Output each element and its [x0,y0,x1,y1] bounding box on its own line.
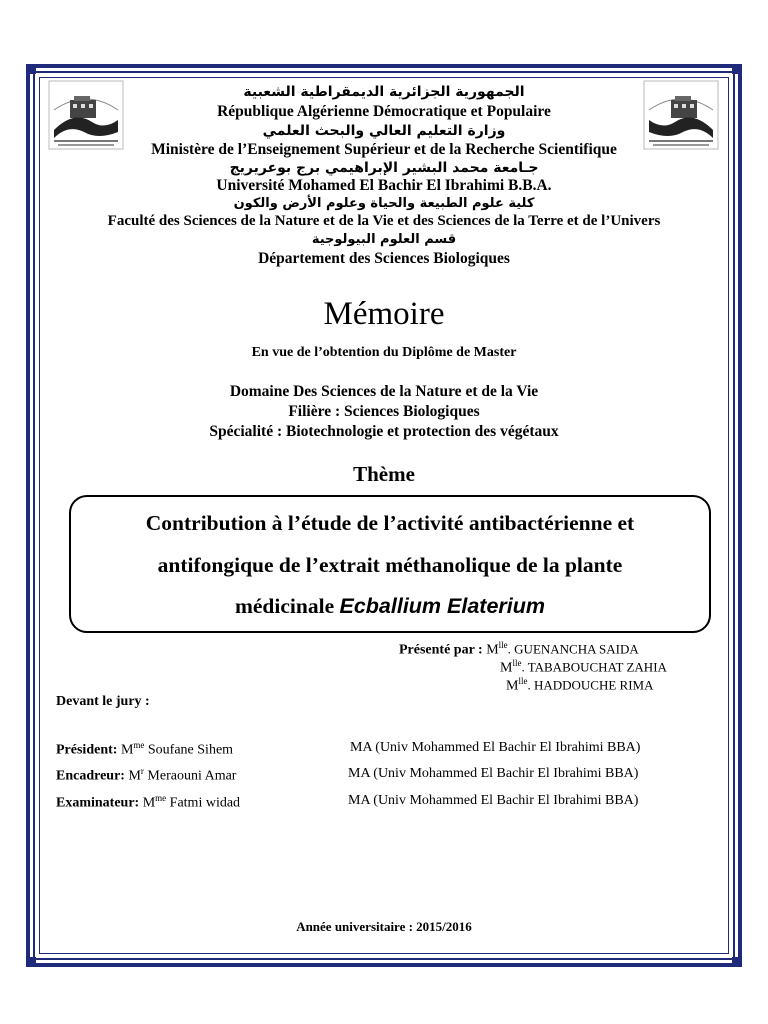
presenter-name: . TABABOUCHAT ZAHIA [521,659,667,675]
faculty-name-arabic: كلية علوم الطبيعة والحياة وعلوم الأرض والكون [233,196,535,211]
ministry-name-french: Ministère de l’Enseignement Supérieur et de la Recherche Scientifique [151,141,617,158]
jury-member-examinateur [56,793,240,812]
study-domain: Domaine Des Sciences de la Nature et de la Vie [229,383,539,400]
theme-line-2: antifongique de l’extrait méthanolique de la plante [157,553,623,577]
jury-affiliation: MA (Univ Mohammed El Bachir El Ibrahimi BBA) [348,766,639,781]
presenter-title-sup: lle [498,640,508,650]
jury-title-sup: r [140,766,144,776]
document-title: Mémoire [323,296,445,332]
faculty-name-french: Faculté des Sciences de la Nature et de la Vie et des Sciences de la Terre et de l’Univers [107,213,661,229]
jury-member-president [56,740,233,759]
presenter-row [500,658,667,677]
jury-role: Président: [56,742,118,758]
jury-label [56,694,150,710]
theme-line-1: Contribution à l’étude de l’activité antibactérienne et [145,511,635,535]
presenter-row [506,676,653,695]
department-name-french: Département des Sciences Biologiques [258,250,510,267]
theme-line-3 [70,594,710,619]
border-corner-ornament [26,64,36,74]
academic-year: Année universitaire : 2015/2016 [296,919,472,934]
presenter-title-sup: lle [512,658,522,668]
jury-member-encadreur [56,766,236,785]
jury-label-text: Devant le jury : [56,694,150,709]
border-corner-ornament [732,64,742,74]
university-name-arabic: جـامعة محمد البشير الإبراهيمي برج بوعريريج [229,160,539,176]
presenter-title: M [486,642,499,658]
jury-affiliation: MA (Univ Mohammed El Bachir El Ibrahimi BBA) [350,740,641,755]
study-filiere: Filière : Sciences Biologiques [288,403,480,420]
theme-line-3-prefix: médicinale [234,594,340,618]
jury-title: M [139,795,156,811]
department-name-arabic: قسم العلوم البيولوجية [311,232,457,247]
jury-role: Examinateur: [56,795,140,811]
jury-title: M [117,742,134,758]
republic-name-french: République Algérienne Démocratique et Populaire [217,103,551,120]
ministry-name-arabic: وزارة التعليم العالي والبحث العلمي [262,123,506,139]
presenter-row [399,640,639,659]
jury-title-sup: me [155,793,167,803]
theme-species-name: Ecballium Elaterium [339,594,545,618]
presenter-title-sup: lle [518,676,528,686]
border-corner-ornament [26,957,36,967]
document-subtitle: En vue de l’obtention du Diplôme de Master [251,345,517,360]
jury-affiliation: MA (Univ Mohammed El Bachir El Ibrahimi BBA) [348,793,639,808]
jury-title: M [124,768,141,784]
jury-name: Soufane Sihem [144,742,234,758]
presenter-name: . GUENANCHA SAIDA [507,641,639,657]
republic-name-arabic: الجمهورية الجزائرية الديمقراطية الشعبية [243,84,525,100]
presenter-title: M [506,678,519,694]
jury-name: Meraouni Amar [143,768,237,784]
university-name-french: Université Mohamed El Bachir El Ibrahimi B.B.A. [216,177,552,194]
border-corner-ornament [732,957,742,967]
jury-name: Fatmi widad [166,795,241,811]
study-specialite: Spécialité : Biotechnologie et protection des végétaux [209,423,559,440]
jury-title-sup: me [133,740,145,750]
presenter-label: Présenté par : [399,642,487,658]
presenter-title: M [500,660,513,676]
theme-heading: Thème [353,462,415,486]
jury-role: Encadreur: [56,768,125,784]
presenter-name: . HADDOUCHE RIMA [527,677,654,693]
